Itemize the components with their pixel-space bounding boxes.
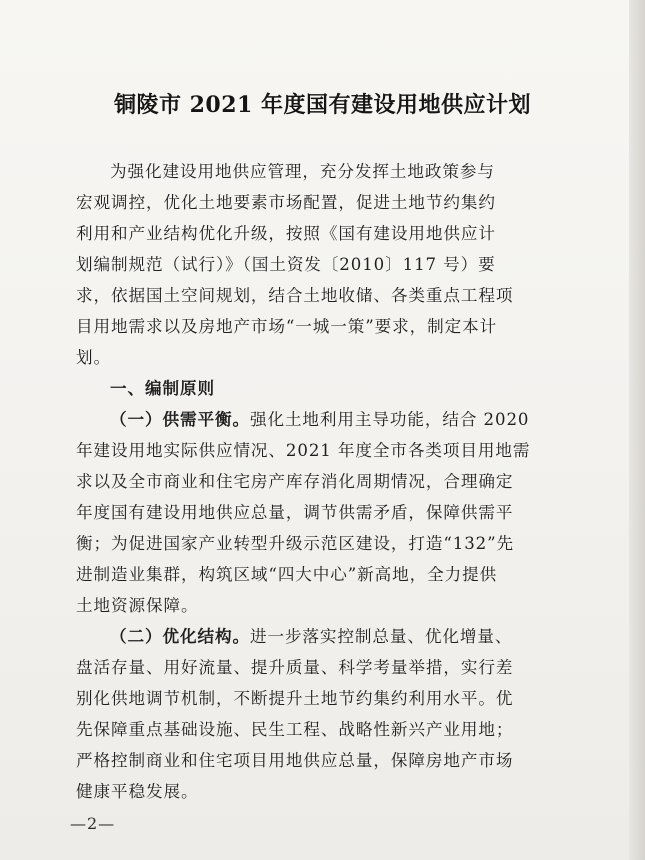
paragraph-line: 年度国有建设用地供应总量，调节供需矛盾，保障供需平 bbox=[76, 503, 514, 522]
paragraph-line: 年建设用地实际供应情况、2021 年度全市各类项目用地需 bbox=[76, 441, 531, 460]
page-edge-shadow bbox=[629, 0, 645, 860]
item-label: （二）优化结构。 bbox=[110, 626, 250, 646]
paragraph-line: 健康平稳发展。 bbox=[76, 782, 199, 801]
paragraph-line: 求以及全市商业和住宅房产库存消化周期情况，合理确定 bbox=[76, 472, 514, 491]
paragraph-line: 利用和产业结构优化升级，按照《国有建设用地供应计 bbox=[76, 224, 496, 243]
paragraph-line: 求，依据国土空间规划，结合土地收储、各类重点工程项 bbox=[76, 286, 514, 305]
document-body bbox=[76, 156, 592, 807]
paragraph-line: 盘活存量、用好流量、提升质量、科学考量举措，实行差 bbox=[76, 658, 514, 677]
item-label: （一）供需平衡。 bbox=[110, 409, 250, 429]
document-title: 铜陵市 2021 年度国有建设用地供应计划 bbox=[113, 92, 532, 118]
item-first-line bbox=[76, 404, 592, 435]
paragraph-line: 划。 bbox=[76, 348, 111, 367]
paragraph-line: 衡；为促进国家产业转型升级示范区建设，打造“132”先 bbox=[76, 534, 514, 553]
paragraph-line: 划编制规范（试行）》（国土资发〔2010〕117 号）要 bbox=[76, 255, 496, 274]
paragraph-line: 土地资源保障。 bbox=[76, 596, 199, 615]
paragraph-line: 目用地需求以及房地产市场“一城一策”要求，制定本计 bbox=[76, 317, 498, 336]
paragraph-line: 宏观调控，优化土地要素市场配置，促进土地节约集约 bbox=[76, 193, 496, 212]
paragraph-line: 进制造业集群，构筑区域“四大中心”新高地，全力提供 bbox=[76, 565, 498, 584]
paragraph-line: 严格控制商业和住宅项目用地供应总量，保障房地产市场 bbox=[76, 751, 514, 770]
paragraph-line: 别化供地调节机制，不断提升土地节约集约利用水平。优 bbox=[76, 689, 514, 708]
item-text: 强化土地利用主导功能，结合 2020 bbox=[249, 410, 530, 429]
item-first-line bbox=[76, 621, 592, 652]
paragraph-line: 为强化建设用地供应管理，充分发挥土地政策参与 bbox=[110, 162, 495, 181]
paragraph-line: 先保障重点基础设施、民生工程、战略性新兴产业用地； bbox=[76, 720, 514, 739]
item-text: 进一步落实控制总量、优化增量、 bbox=[249, 627, 513, 646]
page-number: —2— bbox=[70, 814, 116, 833]
section-heading: 一、编制原则 bbox=[110, 378, 215, 398]
